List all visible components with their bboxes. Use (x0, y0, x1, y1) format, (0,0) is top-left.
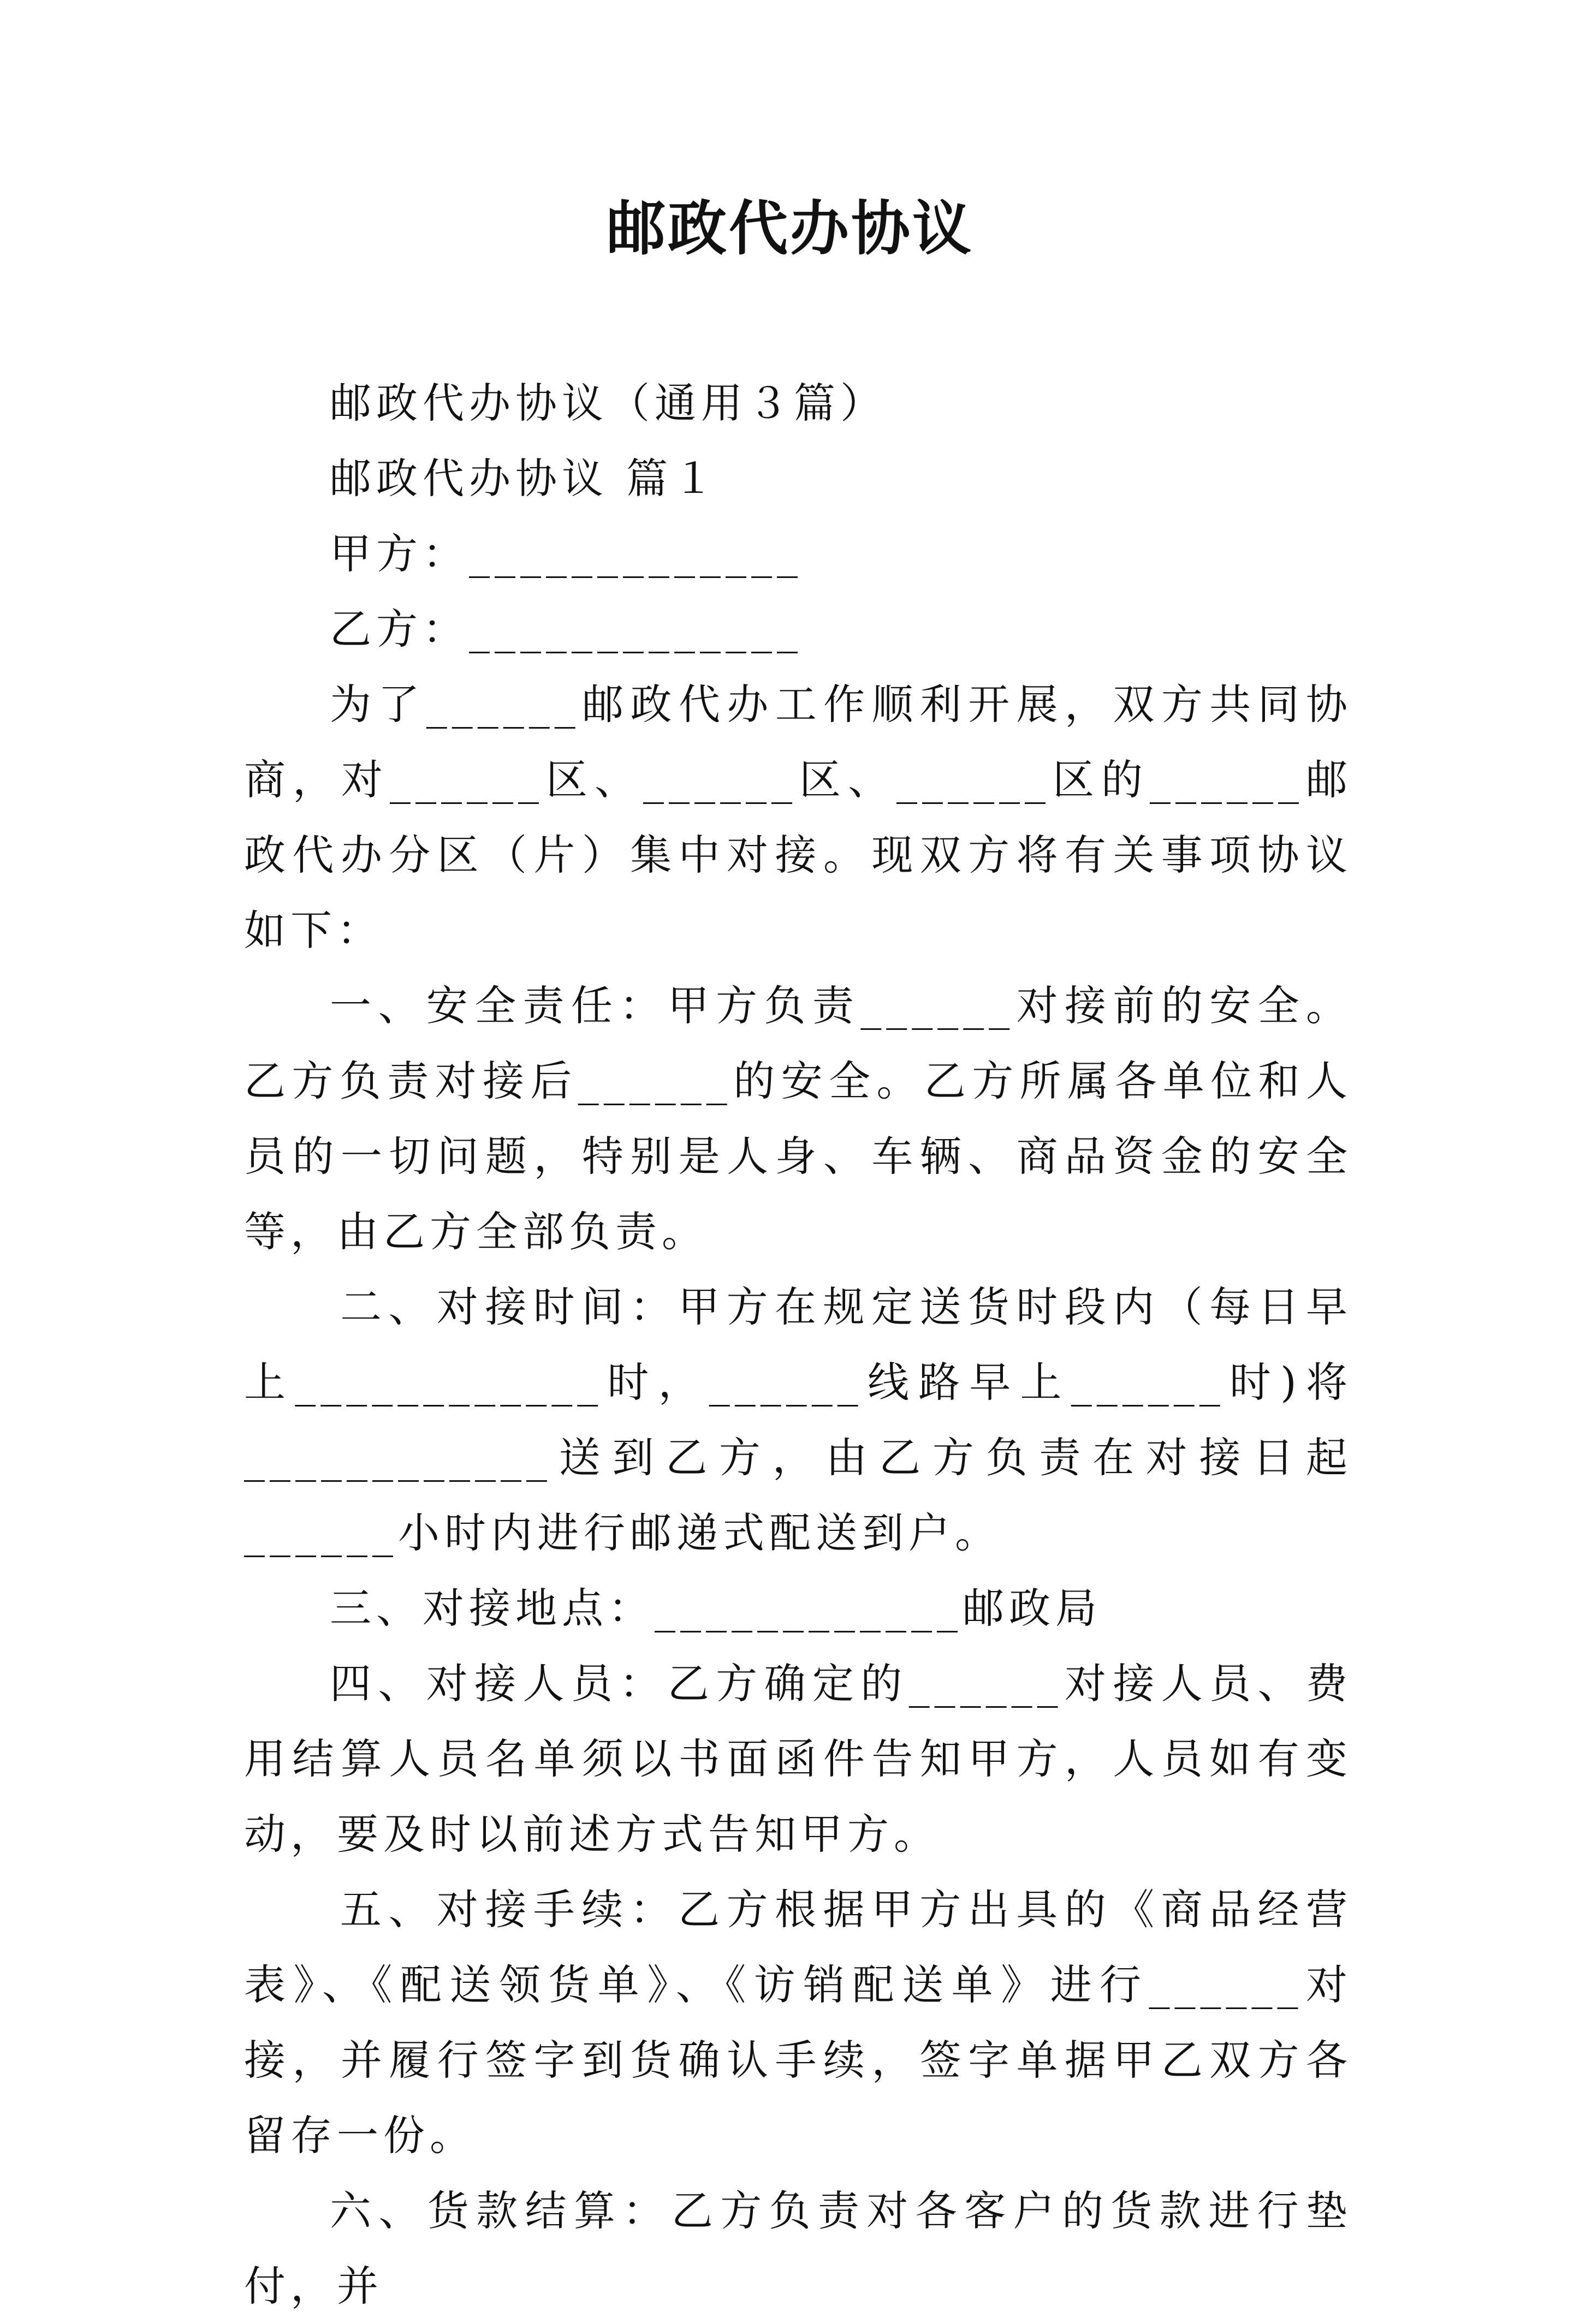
clause-procedure: 五、对接手续：乙方根据甲方出具的《商品经营表》、《配送领货单》、《访销配送单》进行______对接，并履行签字到货确认手续，签字单据甲乙双方各留存一份。 (244, 1885, 1352, 2160)
document-title: 邮政代办协议 (606, 195, 973, 263)
intro-paragraph: 为了______邮政代办工作顺利开展，双方共同协商，对______区、______区、______区的______邮政代办分区（片）集中对接。现双方将有关事项协议如下： (244, 680, 1352, 955)
clause-time: 二、对接时间：甲方在规定送货时段内（每日早上____________时，______线路早上______时)将____________送到乙方，由乙方负责在对接日起______小时内进行邮递式配送到户。 (244, 1283, 1352, 1557)
clause-payment: 六、货款结算：乙方负责对各客户的货款进行垫付，并 (244, 2186, 1352, 2310)
clause-location: 三、对接地点：____________邮政局 (330, 1584, 1102, 1632)
section-heading: 邮政代办协议 篇１ (330, 454, 720, 503)
party-b-line: 乙方：_____________ (330, 605, 803, 653)
document-body (244, 366, 1352, 2324)
clause-personnel: 四、对接人员：乙方确定的______对接人员、费用结算人员名单须以书面函件告知甲方，人员如有变动，要及时以前述方式告知甲方。 (244, 1659, 1352, 1858)
clause-safety: 一、安全责任：甲方负责______对接前的安全。乙方负责对接后______的安全。乙方所属各单位和人员的一切问题，特别是人身、车辆、商品资金的安全等，由乙方全部负责。 (244, 981, 1352, 1256)
party-a-line: 甲方：_____________ (330, 529, 803, 578)
document-subtitle: 邮政代办协议（通用３篇） (330, 379, 887, 427)
